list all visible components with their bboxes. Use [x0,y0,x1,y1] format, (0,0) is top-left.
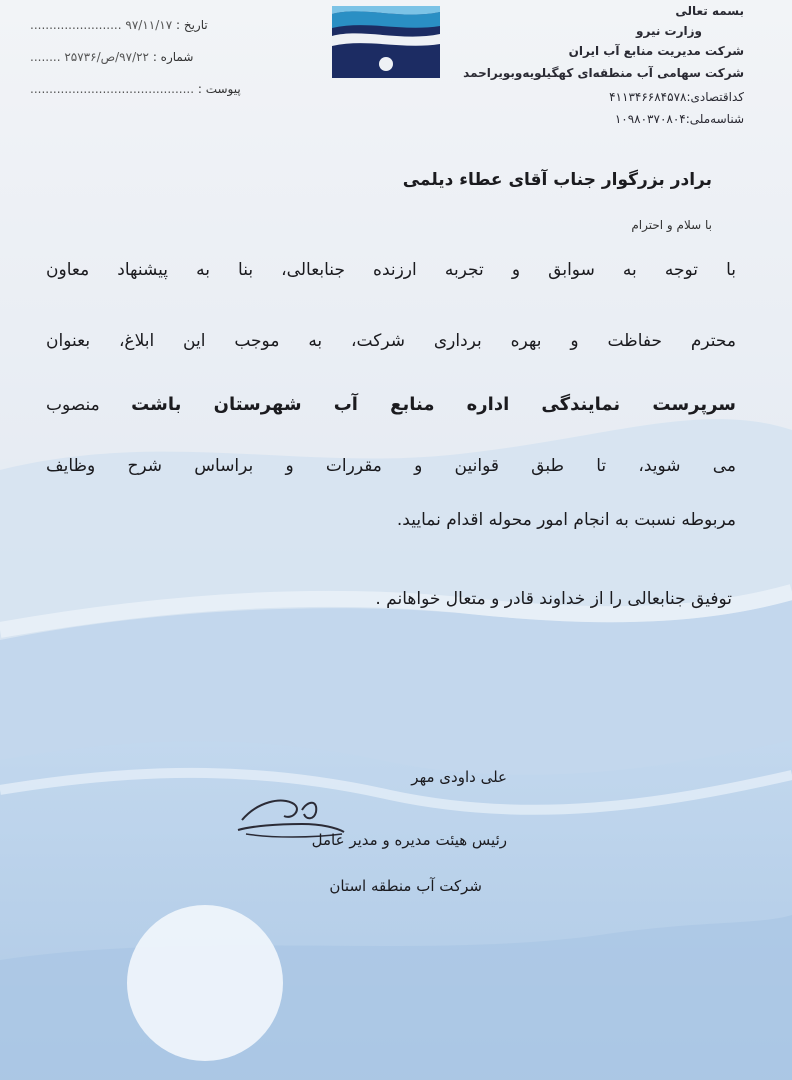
body-line-5: مربوطه نسبت به انجام امور محوله اقدام نمایید. [396,510,736,530]
date-value: ۹۷/۱۱/۱۷ [125,18,173,32]
date-field: تاریخ : ۹۷/۱۱/۱۷ ........................ [30,18,208,32]
economic-code: کداقتصادی:۴۱۱۳۴۶۶۸۴۵۷۸ [609,90,744,104]
body-line-1: با توجه به سوابق و تجربه ارزنده جنابعالی، بنا به پیشنهاد معاون [46,260,736,280]
number-field: شماره : ۹۷/۲۲/ص/۲۵۷۳۶ ........ [30,50,194,64]
closing-line: توفیق جنابعالی را از خداوند قادر و متعال خواهانم . [375,589,732,609]
ministry-name: وزارت نیرو [636,24,702,38]
number-label: شماره : [152,50,194,64]
attachment-label: پیوست : [197,82,241,96]
body-line-2: محترم حفاظت و بهره برداری شرکت، به موجب این ابلاغ، بعنوان [46,331,736,351]
number-value: ۹۷/۲۲/ص/۲۵۷۳۶ [64,50,149,64]
body-line-4: می شوید، تا طبق قوانین و مقررات و براساس شرح وظایف [46,456,736,476]
date-label: تاریخ : [175,18,208,32]
greeting: با سلام و احترام [631,218,712,232]
attachment-field: پیوست : ........................................... [30,82,241,96]
body-line-3 [46,396,736,414]
appointment-verb: منصوب [46,395,100,415]
signatory-company: شرکت آب منطقه استان [329,877,482,895]
basmala: بسمه تعالی [675,4,744,18]
parent-company-name: شرکت مدیریت منابع آب ایران [568,44,744,58]
salutation: برادر بزرگوار جناب آقای عطاء دیلمی [402,170,712,190]
company-name: شرکت سهامی آب منطقه‌ای کهگیلویه‌وبویراحمد [463,66,744,80]
signatory-title: رئیس هیئت مدیره و مدیر عامل [311,831,507,849]
water-company-logo [332,6,440,78]
signatory-name: علی داودی مهر [411,768,507,786]
appointment-title: سرپرست نمایندگی اداره منابع آب شهرستان باشت [131,394,736,415]
national-id: شناسه‌ملی:۱۰۹۸۰۳۷۰۸۰۴ [614,112,744,126]
